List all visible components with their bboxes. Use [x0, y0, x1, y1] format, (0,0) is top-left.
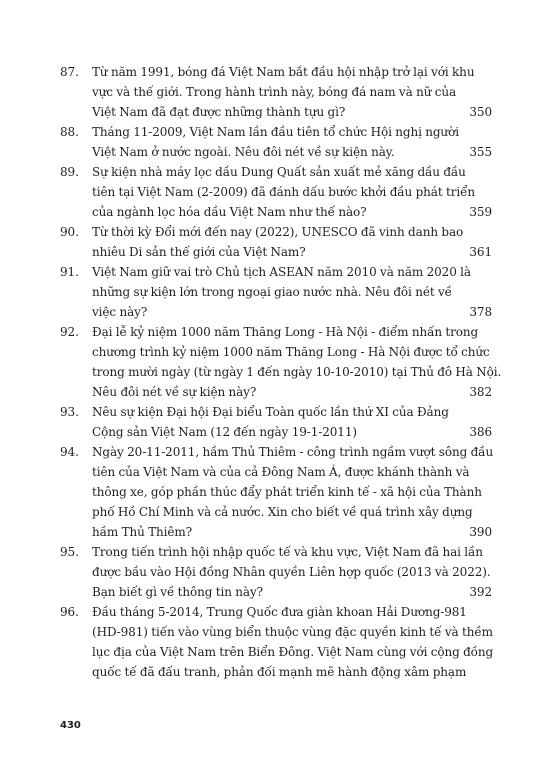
entry-page-number: 378	[469, 305, 492, 319]
entry-line: Nêu sự kiện Đại hội Đại biểu Toàn quốc lần thứ XI của Đảng	[92, 405, 449, 419]
entry-number: 91.	[60, 265, 79, 279]
toc-entry-93	[60, 402, 492, 442]
entry-number: 87.	[60, 65, 79, 79]
entry-line: việc này?	[92, 305, 148, 319]
entry-line: chương trình kỷ niệm 1000 năm Thăng Long - Hà Nội được tổ chức	[92, 345, 490, 359]
toc-entry-88	[60, 122, 492, 162]
entry-line: lục địa của Việt Nam trên Biển Đông. Việt Nam cùng với cộng đồng	[92, 645, 494, 659]
entry-line: Đầu tháng 5-2014, Trung Quốc đưa giàn khoan Hải Dương-981	[92, 605, 467, 619]
entry-line: Đại lễ kỷ niệm 1000 năm Thăng Long - Hà Nội - điểm nhấn trong	[92, 325, 479, 339]
entry-line: của ngành lọc hóa dầu Việt Nam như thế nào?	[92, 205, 367, 219]
entry-line: tiên của Việt Nam và của cả Đông Nam Á, được khánh thành và	[92, 465, 470, 479]
entry-page-number: 386	[469, 425, 492, 439]
entry-line: Từ thời kỳ Đổi mới đến nay (2022), UNESCO đã vinh danh bao	[92, 225, 464, 239]
entry-line: Bạn biết gì về thông tin này?	[92, 585, 263, 599]
entry-line: Ngày 20-11-2011, hầm Thủ Thiêm - công trình ngầm vượt sông đầu	[92, 445, 494, 459]
entry-page-number: 390	[469, 525, 492, 539]
entry-line: quốc tế đã đấu tranh, phản đối mạnh mẽ hành động xâm phạm	[92, 665, 467, 679]
toc-entry-89	[60, 162, 492, 222]
entry-line: Việt Nam ở nước ngoài. Nêu đôi nét về sự kiện này.	[92, 145, 395, 159]
entry-number: 94.	[60, 445, 79, 459]
entry-number: 92.	[60, 325, 79, 339]
entry-number: 95.	[60, 545, 79, 559]
entry-page-number: 355	[469, 145, 492, 159]
page-number-folio: 430	[60, 720, 81, 731]
entry-number: 90.	[60, 225, 79, 239]
entry-line: (HD-981) tiến vào vùng biển thuộc vùng đặc quyền kinh tế và thềm	[92, 625, 493, 639]
entry-line: Sự kiện nhà máy lọc dầu Dung Quất sản xuất mẻ xăng dầu đầu	[92, 165, 466, 179]
entry-line: được bầu vào Hội đồng Nhân quyền Liên hợp quốc (2013 và 2022).	[92, 565, 491, 579]
table-of-contents	[60, 62, 502, 682]
entry-number: 88.	[60, 125, 79, 139]
entry-line: Việt Nam đã đạt được những thành tựu gì?	[92, 105, 346, 119]
entry-number: 96.	[60, 605, 79, 619]
toc-entry-90	[60, 222, 492, 262]
entry-line: trong mười ngày (từ ngày 1 đến ngày 10-10-2010) tại Thủ đô Hà Nội.	[92, 365, 502, 379]
entry-page-number: 350	[469, 105, 492, 119]
entry-page-number: 382	[469, 385, 492, 399]
entry-line: những sự kiện lớn trong ngoại giao nước nhà. Nêu đôi nét về	[92, 285, 452, 299]
entry-line: vực và thế giới. Trong hành trình này, bóng đá nam và nữ của	[92, 85, 457, 99]
entry-line: hầm Thủ Thiêm?	[92, 525, 193, 539]
entry-line: Việt Nam giữ vai trò Chủ tịch ASEAN năm 2010 và năm 2020 là	[92, 265, 471, 279]
entry-page-number: 392	[469, 585, 492, 599]
entry-number: 93.	[60, 405, 79, 419]
entry-line: Tháng 11-2009, Việt Nam lần đầu tiên tổ chức Hội nghị người	[92, 125, 459, 139]
entry-line: nhiêu Di sản thế giới của Việt Nam?	[92, 245, 306, 259]
entry-page-number: 359	[469, 205, 492, 219]
toc-entry-96	[60, 602, 492, 682]
entry-line: Cộng sản Việt Nam (12 đến ngày 19-1-2011)	[92, 425, 357, 439]
entry-line: Trong tiến trình hội nhập quốc tế và khu vực, Việt Nam đã hai lần	[92, 545, 483, 559]
toc-entry-91	[60, 262, 492, 322]
entry-line: tiên tại Việt Nam (2-2009) đã đánh dấu bước khởi đầu phát triển	[92, 185, 475, 199]
toc-entry-92	[60, 322, 502, 402]
toc-entry-87	[60, 62, 492, 122]
entry-line: phố Hồ Chí Minh và cả nước. Xin cho biết về quá trình xây dựng	[92, 505, 473, 519]
toc-entry-95	[60, 542, 492, 602]
entry-line: Nêu đôi nét về sự kiện này?	[92, 385, 257, 399]
entry-page-number: 361	[469, 245, 492, 259]
entry-line: thông xe, góp phần thúc đẩy phát triển kinh tế - xã hội của Thành	[92, 485, 482, 499]
entry-number: 89.	[60, 165, 79, 179]
toc-entry-94	[60, 442, 492, 542]
entry-line: Từ năm 1991, bóng đá Việt Nam bắt đầu hội nhập trở lại với khu	[92, 65, 475, 79]
